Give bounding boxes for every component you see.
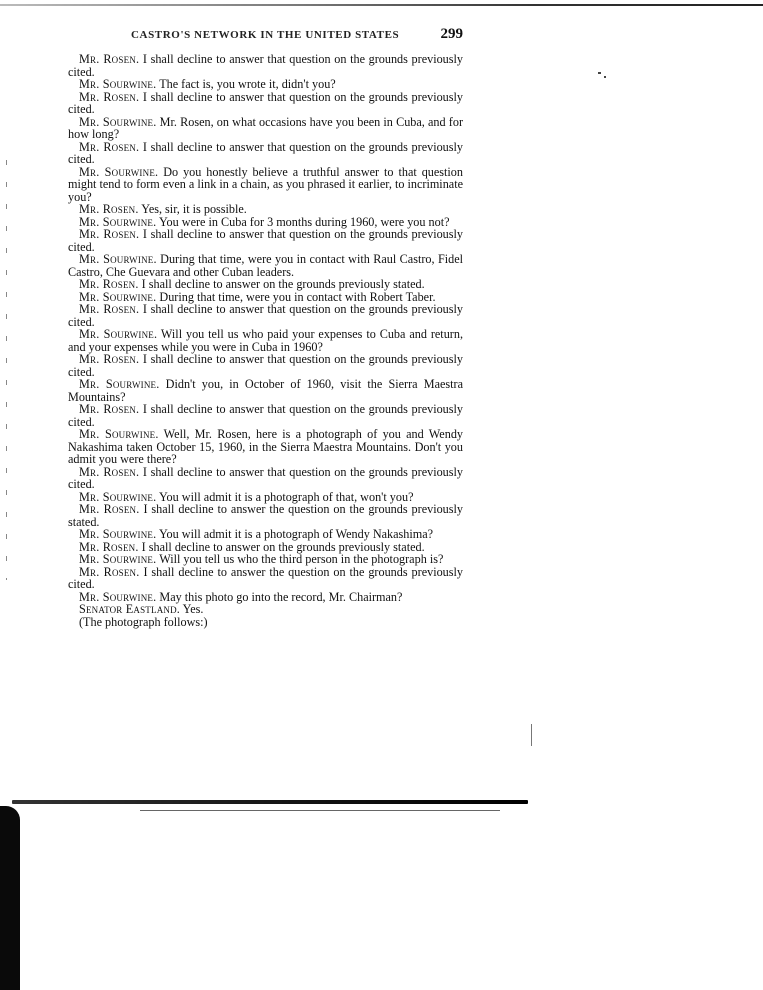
speaker-name: Mr. Rosen. — [79, 302, 140, 316]
utterance: You will admit it is a photograph of that, won't you? — [158, 489, 414, 504]
utterance: I shall decline to answer that question on the grounds previously cited. — [68, 352, 463, 379]
scan-top-edge — [0, 4, 763, 6]
transcript-paragraph — [68, 53, 463, 78]
utterance: I shall decline to answer on the grounds previously stated. — [141, 277, 425, 291]
utterance: I shall decline to answer the question on the grounds previously stated. — [68, 502, 463, 529]
utterance: Yes. — [182, 602, 204, 616]
speaker-name: Mr. Rosen. — [79, 227, 140, 241]
transcript-paragraph — [68, 116, 463, 141]
utterance: I shall decline to answer that question on the grounds previously cited. — [68, 227, 463, 254]
photo-frame-left-edge — [0, 806, 20, 990]
transcript-paragraph — [68, 328, 463, 353]
speaker-name: Mr. Rosen. — [79, 52, 140, 66]
transcript-paragraph — [68, 141, 463, 166]
photo-frame-top-edge — [12, 800, 528, 804]
transcript-paragraph — [68, 253, 463, 278]
transcript-paragraph — [68, 353, 463, 378]
speaker-name: Mr. Rosen. — [79, 277, 139, 291]
speaker-name: Mr. Sourwine. — [79, 527, 157, 541]
photo-frame-inner-edge — [140, 810, 500, 811]
speaker-name: Senator Eastland. — [79, 602, 181, 616]
page-number: 299 — [440, 26, 463, 42]
speaker-name: Mr. Sourwine. — [79, 252, 157, 266]
speaker-name: Mr. Sourwine. — [79, 114, 157, 129]
speaker-name: Mr. Sourwine. — [79, 552, 157, 566]
stage-direction — [68, 616, 463, 629]
transcript-paragraph — [68, 228, 463, 253]
speaker-name: Mr. Sourwine. — [79, 489, 157, 504]
speaker-name: Mr. Rosen. — [79, 89, 140, 104]
utterance: I shall decline to answer that question on the grounds previously cited. — [68, 52, 463, 79]
speaker-name: Mr. Sourwine. — [79, 589, 157, 604]
utterance: Didn't you, in October of 1960, visit the Sierra Maestra Mountains? — [68, 377, 464, 404]
utterance: During that time, were you in contact with Raul Castro, Fidel Castro, Che Guevara and other Cuban leaders. — [68, 252, 463, 279]
utterance: Will you tell us who paid your expenses to Cuba and return, and your expenses while you were in Cuba in 1960? — [68, 327, 463, 354]
scan-edge-mark — [6, 160, 7, 580]
transcript-body — [68, 53, 463, 628]
utterance: (The photograph follows:) — [79, 614, 208, 629]
speaker-name: Mr. Sourwine. — [79, 427, 159, 441]
speaker-name: Mr. Rosen. — [79, 539, 139, 554]
scan-speck — [604, 76, 606, 78]
utterance: I shall decline to answer that question on the grounds previously cited. — [68, 302, 463, 329]
utterance: During that time, were you in contact with Robert Taber. — [159, 289, 436, 304]
speaker-name: Mr. Sourwine. — [79, 77, 157, 91]
utterance: I shall decline to answer that question on the grounds previously cited. — [68, 402, 463, 429]
transcript-paragraph — [68, 403, 463, 428]
running-head: CASTRO'S NETWORK IN THE UNITED STATES — [131, 29, 400, 41]
speaker-name: Mr. Rosen. — [79, 564, 140, 579]
speaker-name: Mr. Rosen. — [79, 202, 139, 216]
speaker-name: Mr. Sourwine. — [79, 327, 158, 341]
utterance: Well, Mr. Rosen, here is a photograph of you and Wendy Nakashima taken October 15, 1960, in the Sierra Maestra Mountains. Don't you admit you were there? — [68, 427, 464, 466]
transcript-paragraph — [68, 303, 463, 328]
utterance: Do you honestly believe a truthful answer to that question might tend to form even a link in a chain, as you phrased it earlier, to incriminate you? — [68, 164, 463, 204]
utterance: You will admit it is a photograph of Wendy Nakashima? — [158, 527, 434, 541]
speaker-name: Mr. Rosen. — [79, 502, 140, 516]
speaker-name: Mr. Rosen. — [79, 139, 140, 154]
speaker-name: Mr. Sourwine. — [79, 214, 157, 229]
utterance: I shall decline to answer on the grounds previously stated. — [141, 539, 425, 554]
utterance: I shall decline to answer that question on the grounds previously cited. — [68, 139, 463, 166]
speaker-name: Mr. Sourwine. — [79, 377, 160, 391]
transcript-paragraph — [68, 566, 463, 591]
speaker-name: Mr. Rosen. — [79, 402, 140, 416]
utterance: I shall decline to answer that question on the grounds previously cited. — [68, 89, 463, 116]
transcript-paragraph — [68, 166, 463, 204]
utterance: May this photo go into the record, Mr. Chairman? — [159, 589, 403, 604]
utterance: I shall decline to answer that question on the grounds previously cited. — [68, 464, 463, 491]
utterance: Mr. Rosen, on what occasions have you been in Cuba, and for how long? — [68, 114, 464, 141]
transcript-paragraph — [68, 91, 463, 116]
scan-tick-mark — [531, 724, 532, 746]
transcript-paragraph — [68, 466, 463, 491]
speaker-name: Mr. Sourwine. — [79, 164, 159, 179]
scan-speck — [598, 72, 601, 74]
transcript-paragraph — [68, 503, 463, 528]
utterance: Will you tell us who the third person in the photograph is? — [159, 552, 444, 566]
utterance: The fact is, you wrote it, didn't you? — [159, 77, 336, 91]
transcript-paragraph — [68, 428, 463, 466]
speaker-name: Mr. Rosen. — [79, 352, 140, 366]
utterance: I shall decline to answer the question on the grounds previously cited. — [68, 564, 463, 591]
page-header — [68, 26, 463, 44]
utterance: Yes, sir, it is possible. — [141, 202, 247, 216]
speaker-name: Mr. Sourwine. — [79, 289, 157, 304]
speaker-name: Mr. Rosen. — [79, 464, 140, 479]
transcript-paragraph — [68, 378, 463, 403]
utterance: You were in Cuba for 3 months during 1960, were you not? — [158, 214, 450, 229]
